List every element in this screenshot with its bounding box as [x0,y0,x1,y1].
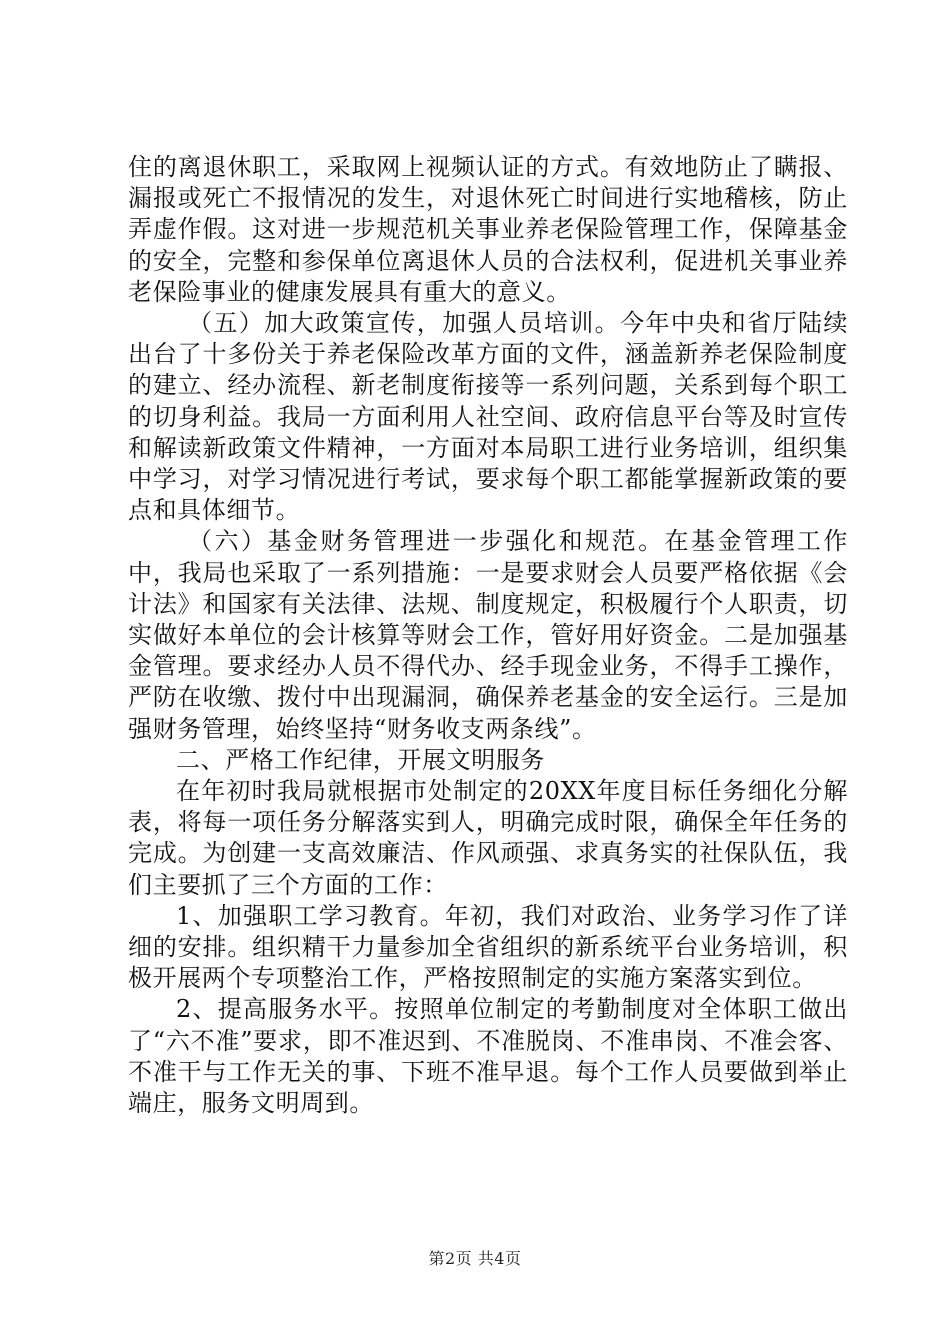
paragraph-continuation: 住的离退休职工，采取网上视频认证的方式。有效地防止了瞒报、漏报或死亡不报情况的发生，对退休死亡时间进行实地稽核，防止弄虚作假。这对进一步规范机关事业养老保险管理工作，保障基金的安全，完整和参保单位离退休人员的合法权利，促进机关事业养老保险事业的健康发展具有重大的意义。 [128,153,848,306]
page-footer: 第2页 共4页 [428,1249,522,1268]
section-heading: 二、严格工作纪律，开展文明服务 [176,745,545,774]
document-page [128,152,848,1119]
paragraph-fund-management: （六）基金财务管理进一步强化和规范。在基金管理工作中，我局也采取了一系列措施：一是要求财会人员要严格依据《会计法》和国家有关法律、法规、制度规定，积极履行个人职责，切实做好本单位的会计核算等财会工作，管好用好资金。二是加强基金管理。要求经办人员不得代办、经手现金业务，不得手工操作，严防在收缴、拨付中出现漏洞，确保养老基金的安全运行。三是加强财务管理，始终坚持“财务收支两条线”。 [128,527,848,743]
paragraph-staff-education: 1、加强职工学习教育。年初，我们对政治、业务学习作了详细的安排。组织精干力量参加全省组织的新系统平台业务培训，积极开展两个专项整治工作，严格按照制定的实施方案落实到位。 [128,901,848,993]
paragraph-policy-publicity: （五）加大政策宣传，加强人员培训。今年中央和省厅陆续出台了十多份关于养老保险改革方面的文件，涵盖新养老保险制度的建立、经办流程、新老制度衔接等一系列问题，关系到每个职工的切身利益。我局一方面利用人社空间、政府信息平台等及时宣传和解读新政策文件精神，一方面对本局职工进行业务培训，组织集中学习，对学习情况进行考试，要求每个职工都能掌握新政策的要点和具体细节。 [128,309,848,525]
paragraph-annual-targets: 在年初时我局就根据市处制定的20XX年度目标任务细化分解表，将每一项任务分解落实到人，明确完成时限，确保全年任务的完成。为创建一支高效廉洁、作风顽强、求真务实的社保队伍，我们主要抓了三个方面的工作： [128,777,848,899]
paragraph-service-level: 2、提高服务水平。按照单位制定的考勤制度对全体职工做出了“六不准”要求，即不准迟到、不准脱岗、不准串岗、不准会客、不准干与工作无关的事、下班不准早退。每个工作人员要做到举止端庄，服务文明周到。 [128,995,848,1118]
